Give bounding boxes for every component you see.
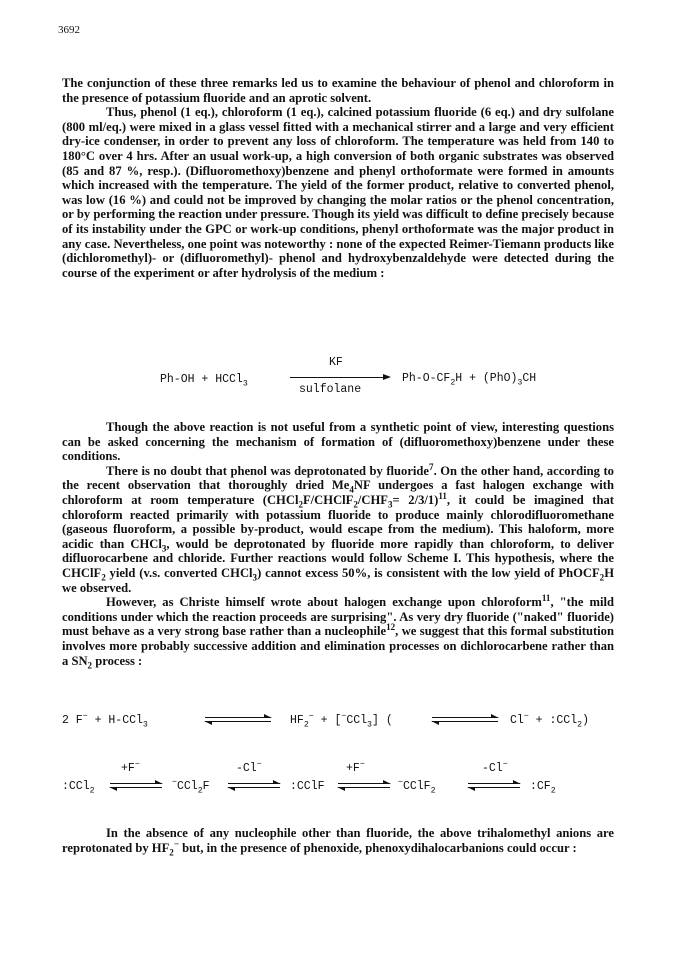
text-block-top	[62, 76, 614, 280]
paragraph-6: In the absence of any nucleophile other than fluoride, the above trihalomethyl anions are reprotonated by $HF_2^-$ but, in the presence of phenoxide, phenoxydihalocarbanions could occur :	[62, 826, 614, 858]
equation-2-middle: $HF_2^- + [^-CCl_3]$ (	[290, 712, 393, 730]
reaction-arrow	[290, 377, 386, 378]
species-ccl2f-anion: −CCl$_2$F	[172, 778, 210, 796]
arrow-label-lose-cl: -Cl−	[236, 760, 262, 775]
paragraph-1: The conjunction of these three remarks led us to examine the behaviour of phenol and chloroform in the presence of potassium fluoride and an aprotic solvent.	[62, 76, 614, 105]
species-ccl2: :CCl$_2$	[62, 780, 95, 796]
equation-1-left: Ph-OH + HCCl$_3$	[160, 373, 248, 389]
paragraph-3: Though the above reaction is not useful from a synthetic point of view, interesting questions can be asked concerning the mechanism of formation of (difluoromethoxy)benzene under these conditions.	[62, 420, 614, 464]
equation-2-right: Cl− + :CCl$_2$)	[510, 712, 589, 730]
arrow-label-lose-cl: -Cl−	[482, 760, 508, 775]
text-block-bottom	[62, 826, 614, 858]
arrow-label-add-f: +F−	[346, 760, 365, 775]
equation-1-right: $Ph-O-CF_2H + (PhO)_3CH$	[402, 372, 537, 388]
species-cclf: :CClF	[290, 780, 325, 793]
equation-2-left: 2 F− + H-CCl$_3$	[62, 712, 148, 730]
paragraph-2: Thus, phenol (1 eq.), chloroform (1 eq.), calcined potassium fluoride (6 eq.) and dry sulfolane (800 ml/eq.) were mixed in a glass vessel fitted with a mechanical stirrer and a large and very efficient dry-ice condenser, in order to prevent any loss of chloroform. The temperature was held from 140 to 180°C over 4 hrs. After an usual work-up, a high conversion of both organic substrates was observed (85 and 87 %, resp.). (Difluoromethoxy)benzene and phenyl orthoformate were formed in amounts which increased with the temperature. The yield of the former product, relative to converted phenol, was low (16 %) and could not be improved by changing the molar ratios or the phenol concentration, or by performing the reaction under pressure. Though its yield was difficult to define precisely because of its instability under the GPC or work-up conditions, phenyl orthoformate was the major product in any case. Nevertheless, one point was noteworthy : none of the expected Reimer-Tiemann products like (dichloromethyl)- or (difluoromethyl)- phenol and hydroxybenzaldehyde were detected during the course of the experiment or after hydrolysis of the medium :	[62, 105, 614, 280]
species-cf2: $:CF_2$	[530, 780, 556, 796]
equation-1-catalyst: KF	[329, 356, 343, 369]
equilibrium-arrow	[228, 783, 280, 789]
equilibrium-arrow	[338, 783, 390, 789]
species-cclf2-anion: −CClF$_2$	[398, 778, 436, 796]
equation-1-solvent: sulfolane	[299, 383, 362, 396]
arrow-label-add-f: +F−	[121, 760, 140, 775]
page-number: 3692	[58, 24, 80, 36]
equilibrium-arrow	[205, 717, 271, 723]
paragraph-4: There is no doubt that phenol was deprotonated by fluoride$^7$. On the other hand, according to the recent observation that thoroughly dried $Me_4NF$ undergoes a fast halogen exchange with chloroform at room temperature $(CHCl_2F/CHClF_2/CHF_3= 2/3/1)^{11}$, it could be imagined that chloroform reacted primarily with potassium fluoride to produce mainly chlorodifluoromethane (gaseous fluoroform, a possible by-product, would escape from the medium). This haloform, more acidic than CHCl$_3$, would be deprotonated by fluoride more rapidly than chloroform, to deliver difluorocarbene and chloride. Further reactions would follow Scheme I. This hypothesis, where the CHClF$_2$ yield (v.s. converted CHCl$_3$) cannot excess 50%, is consistent with the low yield of PhOCF$_2$H we observed.	[62, 461, 614, 595]
equilibrium-arrow	[468, 783, 520, 789]
equilibrium-arrow	[432, 717, 498, 723]
paragraph-5: However, as Christe himself wrote about halogen exchange upon chloroform$^{11}$, "the mild conditions under which the reaction proceeds are surprising". As very dry fluoride ("naked" fluoride) must behave as a very strong base rather than a nucleophile$^{12}$, we suggest that this formal substitution involves more probably successive addition and elimination processes on dichlorocarbene rather than a $SN_2$ process :	[62, 592, 614, 671]
reaction-arrow-head	[383, 374, 391, 380]
text-block-middle	[62, 420, 614, 671]
equilibrium-arrow	[110, 783, 162, 789]
